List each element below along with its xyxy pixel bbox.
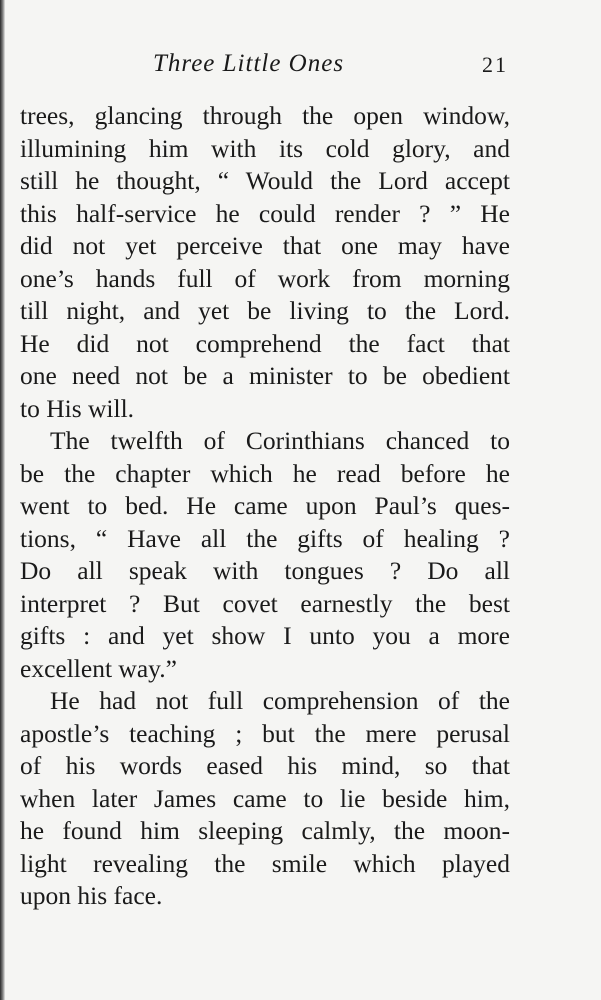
text-line: of his words eased his mind, so that [20,751,510,780]
text-line: tions, “ Have all the gifts of healing ? [20,523,510,553]
text-line: still he thought, “ Would the Lord accept [20,166,510,195]
page-number: 21 [482,52,508,77]
text-line: did not yet perceive that one may have [20,231,510,260]
text-line: light revealing the smile which played [20,848,510,878]
text-line: illumining him with its cold glory, and [20,133,510,163]
text-line: excellent way.” [20,653,177,683]
text-line: this half-service he could render ? ” He [20,198,510,228]
text-line: apostle’s teaching ; but the mere perusal [20,718,510,748]
text-line: to His will. [20,393,135,423]
text-line: when later James came to lie beside him, [20,783,510,813]
paragraph-first-line: He had not full comprehension of the [50,686,510,715]
text-line: till night, and yet be living to the Lord. [20,296,510,325]
text-line: interpret ? But covet earnestly the best [20,588,510,618]
paragraph-first-line: The twelfth of Corinthians chanced to [50,426,510,455]
text-line: Do all speak with tongues ? Do all [20,556,510,585]
running-title: Three Little Ones [153,50,345,77]
text-line: be the chapter which he read before he [20,458,510,488]
text-line: he found him sleeping calmly, the moon- [20,816,510,845]
body-text [20,100,510,913]
text-line: trees, glancing through the open window, [20,101,510,130]
text-line: one’s hands full of work from morning [20,263,510,293]
text-line: He did not comprehend the fact that [20,328,510,358]
text-line: went to bed. He came upon Paul’s ques- [20,491,510,520]
page-binding-edge [0,0,5,1000]
text-line: upon his face. [20,881,163,910]
text-line: one need not be a minister to be obedient [20,361,510,390]
running-head [0,50,601,84]
text-line: gifts : and yet show I unto you a more [20,621,510,650]
